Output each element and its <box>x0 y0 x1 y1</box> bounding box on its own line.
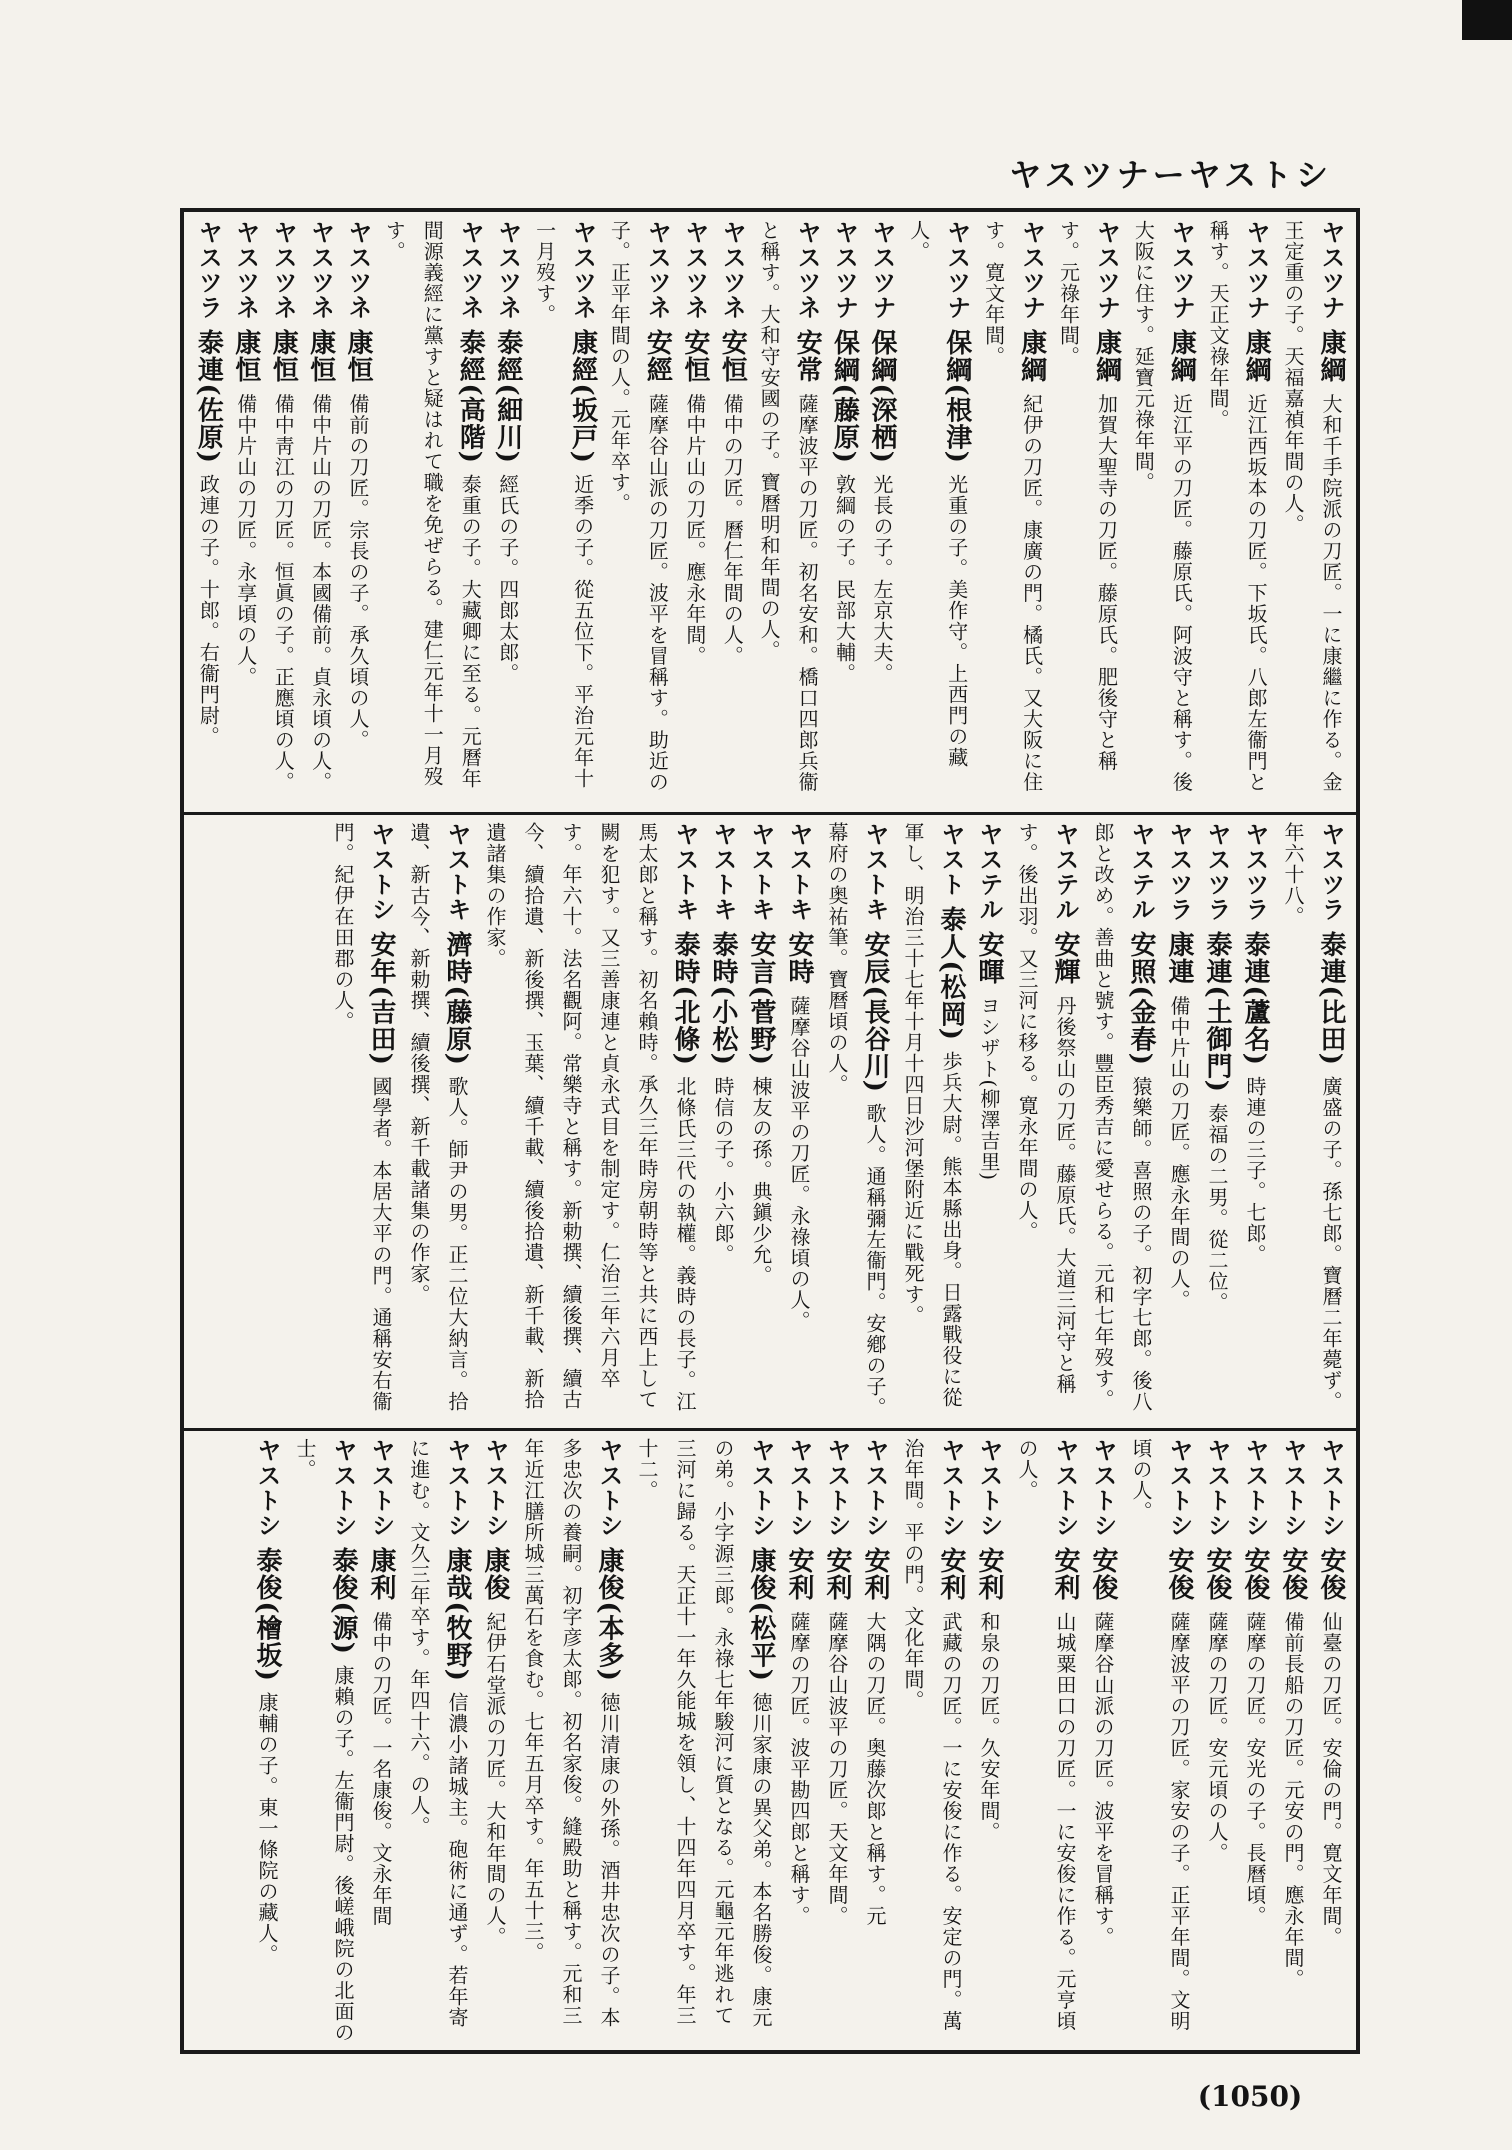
entry-name: 康綱 <box>1241 329 1272 394</box>
dictionary-entry <box>704 822 742 1420</box>
dictionary-entry <box>1051 220 1126 805</box>
entry-reading: ヤスツナ <box>942 220 971 330</box>
entry-reading: ヤストシ <box>481 1438 509 1548</box>
entry-text: 經氏の子。四郎太郎。 <box>495 474 520 685</box>
entry-reading: ヤストシ <box>443 1438 471 1548</box>
dictionary-entry <box>324 822 400 1420</box>
dictionary-entry <box>1312 1438 1350 2043</box>
dictionary-entry <box>377 220 489 805</box>
entry-reading: ヤステル <box>1127 822 1155 932</box>
entry-text: 備中片山の刀匠。應永年間の人。 <box>1167 995 1191 1311</box>
entry-text: 備前長船の刀匠。元安の門。應永年間。 <box>1281 1611 1305 1990</box>
entry-name: 安時 <box>784 931 814 996</box>
dictionary-entry <box>780 1438 818 2043</box>
entry-reading: ヤストシ <box>367 1438 395 1548</box>
entry-name: 安言(菅野) <box>746 931 776 1077</box>
entry-name: 安照(金春) <box>1126 931 1156 1077</box>
entry-name: 泰連(佐原) <box>193 329 224 475</box>
entry-text: 備中の刀匠。曆仁年間の人。 <box>720 393 745 667</box>
entry-name: 康經(坂戸) <box>567 329 598 475</box>
dictionary-entry <box>1236 822 1274 1420</box>
entry-reading: ヤスツナ <box>1317 220 1345 330</box>
dictionary-entry <box>1198 822 1236 1420</box>
entry-name: 泰連(土御門) <box>1202 931 1232 1104</box>
dictionary-entry <box>1274 1438 1312 2043</box>
dictionary-entry <box>1200 220 1275 805</box>
entry-reading: ヤスツナ <box>1242 220 1271 330</box>
entry-text: 國學者。本居大平の門。通稱安右衞門。紀伊在田郡の人。 <box>331 822 393 1413</box>
entry-text: 薩摩の刀匠。安光の子。長曆頃。 <box>1243 1611 1267 1927</box>
entry-reading: ヤスツネ <box>306 220 335 330</box>
entry-reading: ヤストシ <box>937 1438 965 1548</box>
corner-mark <box>1462 0 1512 40</box>
entry-name: 康俊(松平) <box>746 1547 776 1693</box>
entry-text: 薩摩谷山派の刀匠。波平を冒稱す。助近の子。正平年間の人。元年卒す。 <box>607 220 670 793</box>
entry-reading: ヤスツネ <box>231 220 260 330</box>
entry-reading: ヤストシ <box>1241 1438 1269 1548</box>
entry-reading: ヤストキ <box>443 822 471 932</box>
tier-middle <box>190 822 1350 1420</box>
entry-text: 近江西坂本の刀匠。下坂氏。八郎左衞門と稱す。天正文祿年間。 <box>1206 220 1269 793</box>
entry-text: 仙臺の刀匠。安倫の門。寛文年間。 <box>1319 1611 1343 1948</box>
entry-reading: ヤスツラ <box>1203 822 1231 932</box>
entry-name: 安利 <box>974 1547 1004 1612</box>
entry-reading: ヤストキ <box>861 822 889 932</box>
entry-reading: ヤストシ <box>747 1438 775 1548</box>
entry-text: 時連の三子。七郎。 <box>1243 1076 1267 1266</box>
entry-name: 濟時(藤原) <box>442 931 472 1077</box>
dictionary-entry <box>190 220 227 805</box>
entry-text: 薩摩谷山派の刀匠。波平を冒稱す。 <box>1091 1611 1115 1948</box>
entry-name: 康利 <box>366 1547 396 1612</box>
dictionary-entry <box>894 822 970 1420</box>
entry-reading: ヤスツネ <box>493 220 522 330</box>
dictionary-entry <box>970 1438 1008 2043</box>
dictionary-entry <box>856 1438 894 2043</box>
entry-name: 泰人(松岡) <box>936 906 966 1052</box>
entry-name: 康連 <box>1164 931 1194 996</box>
entry-text: ヨシザト(柳澤吉里) <box>977 995 1001 1182</box>
entry-text: 徳川家康の異父弟。本名勝俊。康元の弟。小字源三郞。永祿七年駿河に質となる。元龜元年逃れて三河に歸る。天正十一年久能城を領し、十四年四月卒す。年三十二。 <box>635 1438 773 2029</box>
entry-reading: ヤスツナ <box>867 220 896 330</box>
entry-text: 薩摩の刀匠。波平勘四郎と稱す。 <box>787 1611 811 1927</box>
tier-bottom <box>190 1438 1350 2043</box>
entry-reading: ヤストシ <box>1279 1438 1307 1548</box>
entry-name: 康恒 <box>305 329 336 394</box>
entry-reading: ヤストシ <box>595 1438 623 1548</box>
entry-text: 徳川清康の外孫。酒井忠次の子。本多忠次の養嗣。初字彦太郞。初名家俊。縫殿助と稱す。元和三年近江膳所城三萬石を食む。七年五月卒す。年五十三。 <box>521 1438 621 2029</box>
dictionary-entry <box>1084 1438 1122 2043</box>
dictionary-entry <box>1008 822 1084 1420</box>
entry-name: 泰經(高階) <box>455 329 486 475</box>
entry-text: 政連の子。十郎。右衞門尉。 <box>196 474 221 748</box>
dictionary-entry <box>742 822 780 1420</box>
entry-text: 薩摩波平の刀匠。初名安和。橋口四郎兵衞と稱す。大和守安國の子。寶曆明和年間の人。 <box>757 220 820 793</box>
entry-reading: ヤスツナ <box>1092 220 1121 330</box>
entry-text: 敦綱の子。民部大輔。 <box>832 474 857 685</box>
entry-text: 康輔の子。東一條院の藏人。 <box>255 1692 279 1966</box>
entry-reading: ヤスツネ <box>456 220 485 330</box>
entry-name: 保綱(深栖) <box>866 329 897 475</box>
entry-text: 廣盛の子。孫七郎。寶曆二年薨ず。年六十八。 <box>1281 822 1343 1413</box>
entry-text: 光長の子。左京大夫。 <box>869 474 894 685</box>
entry-text: 歌人。師尹の男。正二位大納言。拾遺、新古今、新勅撰、續後撰、新千載諸集の作家。 <box>407 822 469 1413</box>
entry-reading: ヤストシ <box>1089 1438 1117 1548</box>
entry-reading: ヤストシ <box>329 1438 357 1548</box>
entry-name: 安利 <box>784 1547 814 1612</box>
entry-name: 安俊 <box>1316 1547 1346 1612</box>
dictionary-entry <box>901 220 976 805</box>
dictionary-entry <box>286 1438 362 2043</box>
entry-text: 薩摩谷山波平の刀匠。天文年間。 <box>825 1611 849 1927</box>
entry-text: 薩摩谷山波平の刀匠。永祿頃の人。 <box>787 995 811 1332</box>
entry-text: 和泉の刀匠。久安年間。 <box>977 1611 1001 1843</box>
entry-text: 時信の子。小六郞。 <box>711 1076 735 1266</box>
entry-text: 歌人。通稱彌左衞門。安鄕の子。幕府の奥祐筆。寶曆頃の人。 <box>825 822 887 1419</box>
dictionary-entry <box>1236 1438 1274 2043</box>
entry-name: 安經 <box>642 329 673 394</box>
dictionary-entry <box>818 1438 856 2043</box>
dictionary-entry <box>864 220 901 805</box>
entry-text: 歩兵大尉。熊本縣出身。日露戰役に從軍し、明治三十七年十月十四日沙河堡附近に戰死す。 <box>901 822 963 1409</box>
dictionary-entry <box>751 220 826 805</box>
entry-name: 康俊(本多) <box>594 1547 624 1693</box>
entry-name: 康恒 <box>230 329 261 394</box>
page-number: (1050) <box>1197 2080 1303 2113</box>
dictionary-entry <box>1008 1438 1084 2043</box>
dictionary-entry <box>628 1438 780 2043</box>
dictionary-entry <box>400 822 476 1420</box>
dictionary-entry <box>602 220 677 805</box>
dictionary-entry <box>894 1438 970 2043</box>
entry-reading: ヤスツラ <box>1165 822 1193 932</box>
entry-name: 康哉(牧野) <box>442 1547 472 1693</box>
dictionary-entry <box>818 822 894 1420</box>
entry-name: 泰經(細川) <box>492 329 523 475</box>
entry-text: 備中片山の刀匠。應永年間。 <box>682 393 707 667</box>
entry-reading: ヤスツラ <box>1317 822 1345 932</box>
entry-text: 近江平の刀匠。藤原氏。阿波守と稱す。後大阪に住す。延寶元祿年間。 <box>1131 220 1194 793</box>
entry-name: 安利 <box>822 1547 852 1612</box>
entry-text: 薩摩の刀匠。安元頃の人。 <box>1205 1611 1229 1864</box>
entry-text: 棟友の孫。典鎭少允。 <box>749 1076 773 1287</box>
entry-text: 近季の子。從五位下。平治元年十一月歿す。 <box>532 220 595 790</box>
entry-text: 信濃小諸城主。砲術に通ず。若年寄に進む。文久三年卒す。年四十六。の人。 <box>407 1438 469 2029</box>
dictionary-entry <box>400 1438 476 2043</box>
entry-name: 安常 <box>792 329 823 394</box>
entry-reading: ヤストシ <box>367 822 395 932</box>
dictionary-entry <box>265 220 302 805</box>
entry-reading: ヤストシ <box>975 1438 1003 1548</box>
entry-reading: ヤスツラ <box>1241 822 1269 932</box>
entry-text: 大隅の刀匠。奥藤次郞と稱す。元 <box>863 1611 887 1927</box>
entry-reading: ヤスツナ <box>1017 220 1046 330</box>
entry-reading: ヤストキ <box>671 822 699 932</box>
dictionary-entry <box>826 220 863 805</box>
entry-reading: ヤストシ <box>253 1438 281 1548</box>
dictionary-entry <box>970 822 1008 1420</box>
dictionary-entry <box>514 1438 628 2043</box>
dictionary-entry <box>1198 1438 1236 2043</box>
entry-name: 康綱 <box>1316 329 1346 394</box>
entry-name: 安利 <box>936 1547 966 1612</box>
entry-name: 泰連(比田) <box>1316 931 1346 1077</box>
entry-name: 康俊 <box>480 1547 510 1612</box>
entry-name: 康綱 <box>1091 329 1122 394</box>
entry-text: 光重の子。美作守。上西門の藏人。 <box>906 220 969 769</box>
entry-text: 備前の刀匠。宗長の子。承久頃の人。 <box>346 393 371 751</box>
entry-name: 泰時(北條) <box>670 931 700 1077</box>
frame-top-rule <box>180 208 1360 212</box>
entry-reading: ヤスツネ <box>793 220 822 330</box>
dictionary-entry <box>976 220 1051 805</box>
entry-text: 備中片山の刀匠。本國備前。貞永頃の人。 <box>308 393 333 793</box>
entry-reading: ヤスツネ <box>718 220 747 330</box>
entry-reading: ヤストシ <box>1203 1438 1231 1548</box>
entry-reading: ヤストシ <box>1051 1438 1079 1548</box>
entry-name: 安年(吉田) <box>366 931 396 1077</box>
entry-reading: ヤストキ <box>785 822 813 932</box>
entry-name: 安俊 <box>1278 1547 1308 1612</box>
dictionary-entry <box>302 220 339 805</box>
tier-divider-1 <box>184 812 1356 815</box>
entry-text: 薩摩波平の刀匠。家安の子。正平年間。文明頃の人。 <box>1129 1438 1191 2032</box>
dictionary-entry <box>1125 220 1200 805</box>
entry-text: 大和千手院派の刀匠。一に康繼に作る。金王定重の子。天福嘉禎年間の人。 <box>1281 220 1343 793</box>
dictionary-entry <box>476 1438 514 2043</box>
dictionary-entry <box>362 1438 400 2043</box>
entry-name: 安俊 <box>1202 1547 1232 1612</box>
frame-left-rule <box>180 208 184 2054</box>
entry-text: 紀伊石堂派の刀匠。大和年間の人。 <box>483 1611 507 1948</box>
entry-text: 泰福の二男。從二位。 <box>1205 1103 1229 1314</box>
entry-reading: ヤスツラ <box>194 220 223 330</box>
entry-name: 泰時(小松) <box>708 931 738 1077</box>
entry-text: 武藏の刀匠。一に安俊に作る。安定の門。萬治年間。平の門。文化年間。 <box>901 1438 963 2032</box>
dictionary-entry <box>527 220 602 805</box>
entry-text: 康賴の子。左衞門尉。後嵯峨院の北面の士。 <box>293 1438 355 2043</box>
entry-reading: ヤストシ <box>861 1438 889 1548</box>
entry-text: 猿樂師。喜照の子。初字七郎。後八郎と改め。善曲と號す。豐臣秀吉に愛せらる。元和七年歿す。 <box>1091 822 1153 1413</box>
entry-name: 康恒 <box>268 329 299 394</box>
dictionary-entry <box>1275 220 1350 805</box>
frame-bottom-rule <box>180 2050 1360 2054</box>
entry-name: 泰俊(檜坂) <box>252 1547 282 1693</box>
entry-name: 保綱(藤原) <box>829 329 860 475</box>
entry-reading: ヤストキ <box>747 822 775 932</box>
entry-name: 康綱 <box>1166 329 1197 394</box>
entry-name: 安輝 <box>1050 931 1080 996</box>
entry-text: 加賀大聖寺の刀匠。藤原氏。肥後守と稱す。元祿年間。 <box>1056 220 1119 772</box>
entry-name: 安恒 <box>679 329 710 394</box>
entry-name: 安利 <box>860 1547 890 1612</box>
entry-reading: ヤスツネ <box>344 220 373 330</box>
entry-reading: ヤスト <box>937 822 965 907</box>
entry-name: 安俊 <box>1088 1547 1118 1612</box>
entry-reading: ヤスツネ <box>643 220 672 330</box>
entry-name: 康綱 <box>1016 329 1047 394</box>
entry-reading: ヤストシ <box>785 1438 813 1548</box>
tier-top <box>190 220 1350 805</box>
dictionary-entry <box>476 822 704 1420</box>
tier-divider-2 <box>184 1428 1356 1431</box>
entry-reading: ヤスツナ <box>830 220 859 330</box>
entry-text: 泰重の子。大藏卿に至る。元曆年間源義經に黨すと疑はれて職を免ぜらる。建仁元年十一月歿す。 <box>382 220 483 790</box>
running-head: ヤスツナーヤストシ <box>1009 156 1332 194</box>
entry-reading: ヤストシ <box>1165 1438 1193 1548</box>
dictionary-entry <box>227 220 264 805</box>
entry-text: 北條氏三代の執權。義時の長子。江馬太郎と稱す。初名賴時。承久三年時房朝時等と共に西上して闕を犯す。又三善康連と貞永式目を制定す。仁治三年六月卒す。年六十。法名觀阿。常樂寺と稱す。新勅撰、續後撰、續古今、續拾遺、新後撰、玉葉、續千載、續後拾遺、新千載、新拾遺諸集の作家。 <box>483 822 697 1413</box>
entry-name: 安俊 <box>1164 1547 1194 1612</box>
entry-reading: ヤストシ <box>823 1438 851 1548</box>
dictionary-entry <box>340 220 377 805</box>
entry-name: 安暉 <box>974 931 1004 996</box>
entry-text: 備中靑江の刀匠。恒眞の子。正應頃の人。 <box>271 393 296 793</box>
dictionary-entry <box>1084 822 1160 1420</box>
entry-reading: ヤストキ <box>709 822 737 932</box>
entry-reading: ヤスツネ <box>680 220 709 330</box>
dictionary-entry <box>676 220 713 805</box>
entry-text: 丹後祭山の刀匠。藤原氏。大道三河守と稱す。後出羽。又三河に移る。寛永年間の人。 <box>1015 822 1077 1395</box>
entry-name: 安恒 <box>717 329 748 394</box>
entry-reading: ヤスツネ <box>269 220 298 330</box>
entry-name: 康恒 <box>343 329 374 394</box>
entry-name: 安辰(長谷川) <box>860 931 890 1104</box>
dictionary-entry <box>248 1438 286 2043</box>
entry-reading: ヤストシ <box>1317 1438 1345 1548</box>
dictionary-entry <box>780 822 818 1420</box>
dictionary-entry <box>489 220 526 805</box>
entry-text: 備中の刀匠。一名康俊。文永年間 <box>369 1611 393 1927</box>
entry-reading: ヤステル <box>975 822 1003 932</box>
entry-reading: ヤスツネ <box>568 220 597 330</box>
entry-name: 安俊 <box>1240 1547 1270 1612</box>
entry-name: 安利 <box>1050 1547 1080 1612</box>
frame-right-rule <box>1356 208 1360 2054</box>
entry-name: 保綱(根津) <box>941 329 972 475</box>
entry-reading: ヤスツナ <box>1167 220 1196 330</box>
entry-text: 備中片山の刀匠。永享頃の人。 <box>233 393 258 688</box>
entry-text: 紀伊の刀匠。康廣の門。橘氏。又大阪に住す。寛文年間。 <box>981 220 1044 793</box>
dictionary-entry <box>1122 1438 1198 2043</box>
dictionary-entry <box>714 220 751 805</box>
dictionary-entry <box>1160 822 1198 1420</box>
entry-text: 山城粟田口の刀匠。一に安俊に作る。元亨頃の人。 <box>1015 1438 1077 2032</box>
entry-name: 泰俊(源) <box>328 1547 358 1666</box>
entry-reading: ヤステル <box>1051 822 1079 932</box>
entry-name: 泰連(蘆名) <box>1240 931 1270 1077</box>
dictionary-entry <box>1274 822 1350 1420</box>
